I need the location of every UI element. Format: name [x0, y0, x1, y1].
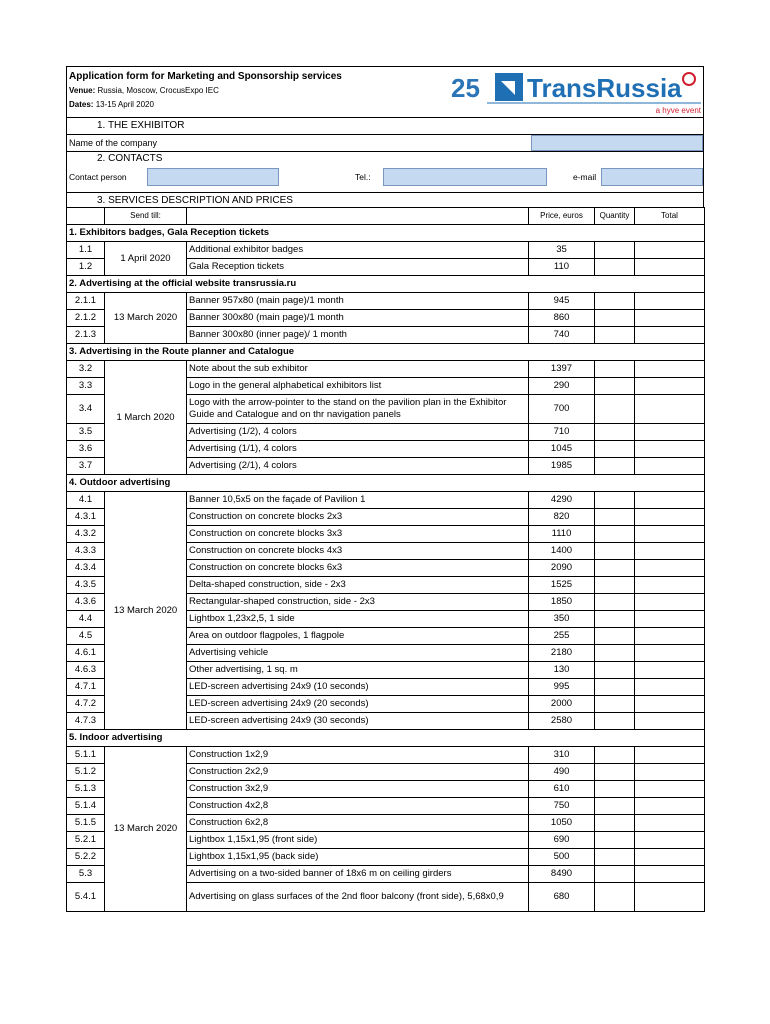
tel-label: Tel.:: [355, 172, 371, 182]
service-price: 255: [529, 628, 595, 645]
service-price: 350: [529, 611, 595, 628]
quantity-cell[interactable]: [595, 361, 635, 378]
total-cell: [635, 395, 705, 424]
tel-field[interactable]: [383, 168, 547, 186]
svg-text:a hyve event: a hyve event: [655, 106, 701, 115]
total-cell: [635, 611, 705, 628]
company-field[interactable]: [531, 135, 703, 151]
service-description: Logo with the arrow-pointer to the stand on the pavilion plan in the Exhibitor Guide and Catalogue and on thr navigation panels: [187, 395, 529, 424]
total-cell: [635, 560, 705, 577]
service-number: 4.5: [67, 628, 105, 645]
service-price: 740: [529, 327, 595, 344]
deadline-date: 13 March 2020: [105, 293, 187, 344]
category-row: [67, 730, 705, 747]
service-price: 700: [529, 395, 595, 424]
service-price: 750: [529, 798, 595, 815]
deadline-date: 13 March 2020: [105, 492, 187, 730]
total-cell: [635, 849, 705, 866]
service-description: LED-screen advertising 24x9 (30 seconds): [187, 713, 529, 730]
service-price: 945: [529, 293, 595, 310]
service-description: Construction 1x2,9: [187, 747, 529, 764]
total-cell: [635, 645, 705, 662]
service-description: Delta-shaped construction, side - 2x3: [187, 577, 529, 594]
quantity-cell[interactable]: [595, 747, 635, 764]
total-cell: [635, 441, 705, 458]
service-description: Construction on concrete blocks 6x3: [187, 560, 529, 577]
total-cell: [635, 662, 705, 679]
service-description: Rectangular-shaped construction, side - 2x3: [187, 594, 529, 611]
service-description: LED-screen advertising 24x9 (10 seconds): [187, 679, 529, 696]
service-description: Construction 2x2,9: [187, 764, 529, 781]
service-number: 5.1.5: [67, 815, 105, 832]
service-number: 5.2.2: [67, 849, 105, 866]
total-cell: [635, 458, 705, 475]
quantity-cell[interactable]: [595, 645, 635, 662]
service-number: 2.1.3: [67, 327, 105, 344]
service-number: 5.3: [67, 866, 105, 883]
contacts-section: 2. CONTACTS: [66, 152, 704, 166]
service-number: 4.3.1: [67, 509, 105, 526]
quantity-cell[interactable]: [595, 242, 635, 259]
total-cell: [635, 696, 705, 713]
total-cell: [635, 679, 705, 696]
category-row: [67, 344, 705, 361]
service-description: Construction 3x2,9: [187, 781, 529, 798]
deadline-date: 1 April 2020: [105, 242, 187, 276]
service-price: 8490: [529, 866, 595, 883]
quantity-cell[interactable]: [595, 543, 635, 560]
total-cell: [635, 577, 705, 594]
total-cell: [635, 378, 705, 395]
quantity-cell[interactable]: [595, 526, 635, 543]
total-cell: [635, 815, 705, 832]
total-cell: [635, 866, 705, 883]
total-cell: [635, 327, 705, 344]
quantity-cell[interactable]: [595, 293, 635, 310]
service-price: 690: [529, 832, 595, 849]
service-number: 3.2: [67, 361, 105, 378]
service-price: 820: [529, 509, 595, 526]
service-price: 1525: [529, 577, 595, 594]
total-cell: [635, 424, 705, 441]
service-number: 4.6.3: [67, 662, 105, 679]
service-number: 1.2: [67, 259, 105, 276]
category-row: [67, 475, 705, 492]
service-description: Advertising (1/2), 4 colors: [187, 424, 529, 441]
service-description: Advertising (1/1), 4 colors: [187, 441, 529, 458]
total-cell: [635, 883, 705, 912]
service-description: Note about the sub exhibitor: [187, 361, 529, 378]
service-number: 4.7.2: [67, 696, 105, 713]
service-description: Construction on concrete blocks 4x3: [187, 543, 529, 560]
service-number: 4.6.1: [67, 645, 105, 662]
exhibitor-section: 1. THE EXHIBITOR: [66, 117, 704, 135]
quantity-cell[interactable]: [595, 458, 635, 475]
service-price: 2090: [529, 560, 595, 577]
total-cell: [635, 492, 705, 509]
service-number: 4.3.3: [67, 543, 105, 560]
service-row: [67, 492, 705, 509]
service-price: 490: [529, 764, 595, 781]
quantity-cell[interactable]: [595, 866, 635, 883]
service-description: Banner 300x80 (main page)/1 month: [187, 310, 529, 327]
service-price: 1050: [529, 815, 595, 832]
service-price: 1850: [529, 594, 595, 611]
service-description: Gala Reception tickets: [187, 259, 529, 276]
service-number: 4.1: [67, 492, 105, 509]
category-title: 1. Exhibitors badges, Gala Reception tickets: [67, 225, 705, 242]
service-price: 2580: [529, 713, 595, 730]
service-description: Advertising on glass surfaces of the 2nd floor balcony (front side), 5,68x0,9: [187, 883, 529, 912]
services-table: [66, 207, 705, 912]
service-number: 2.1.1: [67, 293, 105, 310]
service-price: 680: [529, 883, 595, 912]
service-description: Banner 957x80 (main page)/1 month: [187, 293, 529, 310]
table-header-row: [67, 208, 705, 225]
service-price: 500: [529, 849, 595, 866]
total-header: Total: [635, 208, 705, 225]
total-cell: [635, 293, 705, 310]
price-header: Price, euros: [529, 208, 595, 225]
send-till-header: Send till:: [105, 208, 187, 225]
quantity-cell[interactable]: [595, 798, 635, 815]
service-price: 130: [529, 662, 595, 679]
contact-person-field[interactable]: [147, 168, 279, 186]
quantity-cell[interactable]: [595, 764, 635, 781]
total-cell: [635, 594, 705, 611]
service-number: 3.3: [67, 378, 105, 395]
service-price: 860: [529, 310, 595, 327]
quantity-cell[interactable]: [595, 662, 635, 679]
service-number: 5.1.1: [67, 747, 105, 764]
quantity-cell[interactable]: [595, 815, 635, 832]
service-number: 1.1: [67, 242, 105, 259]
email-field[interactable]: [601, 168, 703, 186]
category-row: [67, 276, 705, 293]
service-row: [67, 293, 705, 310]
service-row: [67, 242, 705, 259]
quantity-cell[interactable]: [595, 611, 635, 628]
total-cell: [635, 543, 705, 560]
quantity-cell[interactable]: [595, 259, 635, 276]
service-price: 1110: [529, 526, 595, 543]
quantity-cell[interactable]: [595, 883, 635, 912]
service-description: Construction on concrete blocks 2x3: [187, 509, 529, 526]
quantity-cell[interactable]: [595, 577, 635, 594]
service-number: 4.3.6: [67, 594, 105, 611]
category-title: 5. Indoor advertising: [67, 730, 705, 747]
total-cell: [635, 747, 705, 764]
total-cell: [635, 781, 705, 798]
svg-text:25: 25: [451, 73, 480, 103]
total-cell: [635, 509, 705, 526]
email-label: e-mail: [573, 172, 597, 182]
service-number: 3.6: [67, 441, 105, 458]
service-description: Construction 4x2,8: [187, 798, 529, 815]
form-header: [66, 66, 704, 117]
total-cell: [635, 310, 705, 327]
deadline-date: 13 March 2020: [105, 747, 187, 912]
service-number: 3.4: [67, 395, 105, 424]
service-description: Banner 300x80 (inner page)/ 1 month: [187, 327, 529, 344]
service-price: 995: [529, 679, 595, 696]
contacts-row: [66, 166, 704, 193]
dates-line: Dates: 13-15 April 2020: [69, 100, 154, 109]
service-price: 1400: [529, 543, 595, 560]
service-number: 4.3.4: [67, 560, 105, 577]
service-description: Advertising on a two-sided banner of 18x6 m on ceiling girders: [187, 866, 529, 883]
service-description: Other advertising, 1 sq. m: [187, 662, 529, 679]
total-cell: [635, 526, 705, 543]
category-title: 2. Advertising at the official website transrussia.ru: [67, 276, 705, 293]
service-number: 5.1.4: [67, 798, 105, 815]
quantity-cell[interactable]: [595, 378, 635, 395]
total-cell: [635, 798, 705, 815]
venue-line: Venue: Russia, Moscow, CrocusExpo IEC: [69, 86, 219, 95]
service-number: 2.1.2: [67, 310, 105, 327]
service-price: 710: [529, 424, 595, 441]
service-number: 3.7: [67, 458, 105, 475]
service-price: 2000: [529, 696, 595, 713]
service-price: 290: [529, 378, 595, 395]
quantity-cell[interactable]: [595, 509, 635, 526]
service-number: 4.4: [67, 611, 105, 628]
service-price: 1045: [529, 441, 595, 458]
quantity-cell[interactable]: [595, 781, 635, 798]
service-description: Logo in the general alphabetical exhibitors list: [187, 378, 529, 395]
quantity-cell[interactable]: [595, 424, 635, 441]
service-number: 4.3.5: [67, 577, 105, 594]
service-description: Construction 6x2,8: [187, 815, 529, 832]
category-title: 3. Advertising in the Route planner and Catalogue: [67, 344, 705, 361]
quantity-cell[interactable]: [595, 492, 635, 509]
total-cell: [635, 361, 705, 378]
service-number: 4.3.2: [67, 526, 105, 543]
service-number: 5.1.3: [67, 781, 105, 798]
total-cell: [635, 259, 705, 276]
form-title: Application form for Marketing and Sponsorship services: [69, 71, 342, 82]
service-description: Lightbox 1,15x1,95 (front side): [187, 832, 529, 849]
service-number: 5.4.1: [67, 883, 105, 912]
service-number: 4.7.3: [67, 713, 105, 730]
service-description: Additional exhibitor badges: [187, 242, 529, 259]
service-number: 4.7.1: [67, 679, 105, 696]
service-description: LED-screen advertising 24x9 (20 seconds): [187, 696, 529, 713]
quantity-cell[interactable]: [595, 832, 635, 849]
application-form: [66, 66, 704, 912]
service-price: 610: [529, 781, 595, 798]
service-number: 5.2.1: [67, 832, 105, 849]
svg-text:TransRussia: TransRussia: [527, 73, 682, 103]
quantity-cell[interactable]: [595, 696, 635, 713]
total-cell: [635, 242, 705, 259]
service-description: Lightbox 1,23x2,5, 1 side: [187, 611, 529, 628]
quantity-cell[interactable]: [595, 327, 635, 344]
service-description: Advertising vehicle: [187, 645, 529, 662]
service-price: 110: [529, 259, 595, 276]
quantity-cell[interactable]: [595, 679, 635, 696]
service-description: Construction on concrete blocks 3x3: [187, 526, 529, 543]
quantity-cell[interactable]: [595, 395, 635, 424]
total-cell: [635, 764, 705, 781]
company-label: Name of the company: [69, 138, 158, 148]
service-description: Advertising (2/1), 4 colors: [187, 458, 529, 475]
deadline-date: 1 March 2020: [105, 361, 187, 475]
quantity-cell[interactable]: [595, 713, 635, 730]
quantity-cell[interactable]: [595, 628, 635, 645]
service-description: Lightbox 1,15x1,95 (back side): [187, 849, 529, 866]
total-cell: [635, 628, 705, 645]
category-row: [67, 225, 705, 242]
service-price: 4290: [529, 492, 595, 509]
total-cell: [635, 832, 705, 849]
service-number: 3.5: [67, 424, 105, 441]
quantity-cell[interactable]: [595, 849, 635, 866]
service-row: [67, 747, 705, 764]
service-price: 1985: [529, 458, 595, 475]
service-price: 310: [529, 747, 595, 764]
quantity-cell[interactable]: [595, 594, 635, 611]
service-price: 1397: [529, 361, 595, 378]
service-price: 35: [529, 242, 595, 259]
quantity-cell[interactable]: [595, 441, 635, 458]
quantity-cell[interactable]: [595, 560, 635, 577]
company-row: [66, 135, 704, 152]
total-cell: [635, 713, 705, 730]
contact-person-label: Contact person: [69, 172, 127, 182]
service-description: Area on outdoor flagpoles, 1 flagpole: [187, 628, 529, 645]
quantity-header: Quantity: [595, 208, 635, 225]
service-description: Banner 10,5x5 on the façade of Pavilion 1: [187, 492, 529, 509]
category-title: 4. Outdoor advertising: [67, 475, 705, 492]
services-section: 3. SERVICES DESCRIPTION AND PRICES: [66, 193, 704, 207]
service-price: 2180: [529, 645, 595, 662]
service-row: [67, 361, 705, 378]
quantity-cell[interactable]: [595, 310, 635, 327]
service-number: 5.1.2: [67, 764, 105, 781]
transrussia-logo: [449, 67, 703, 115]
